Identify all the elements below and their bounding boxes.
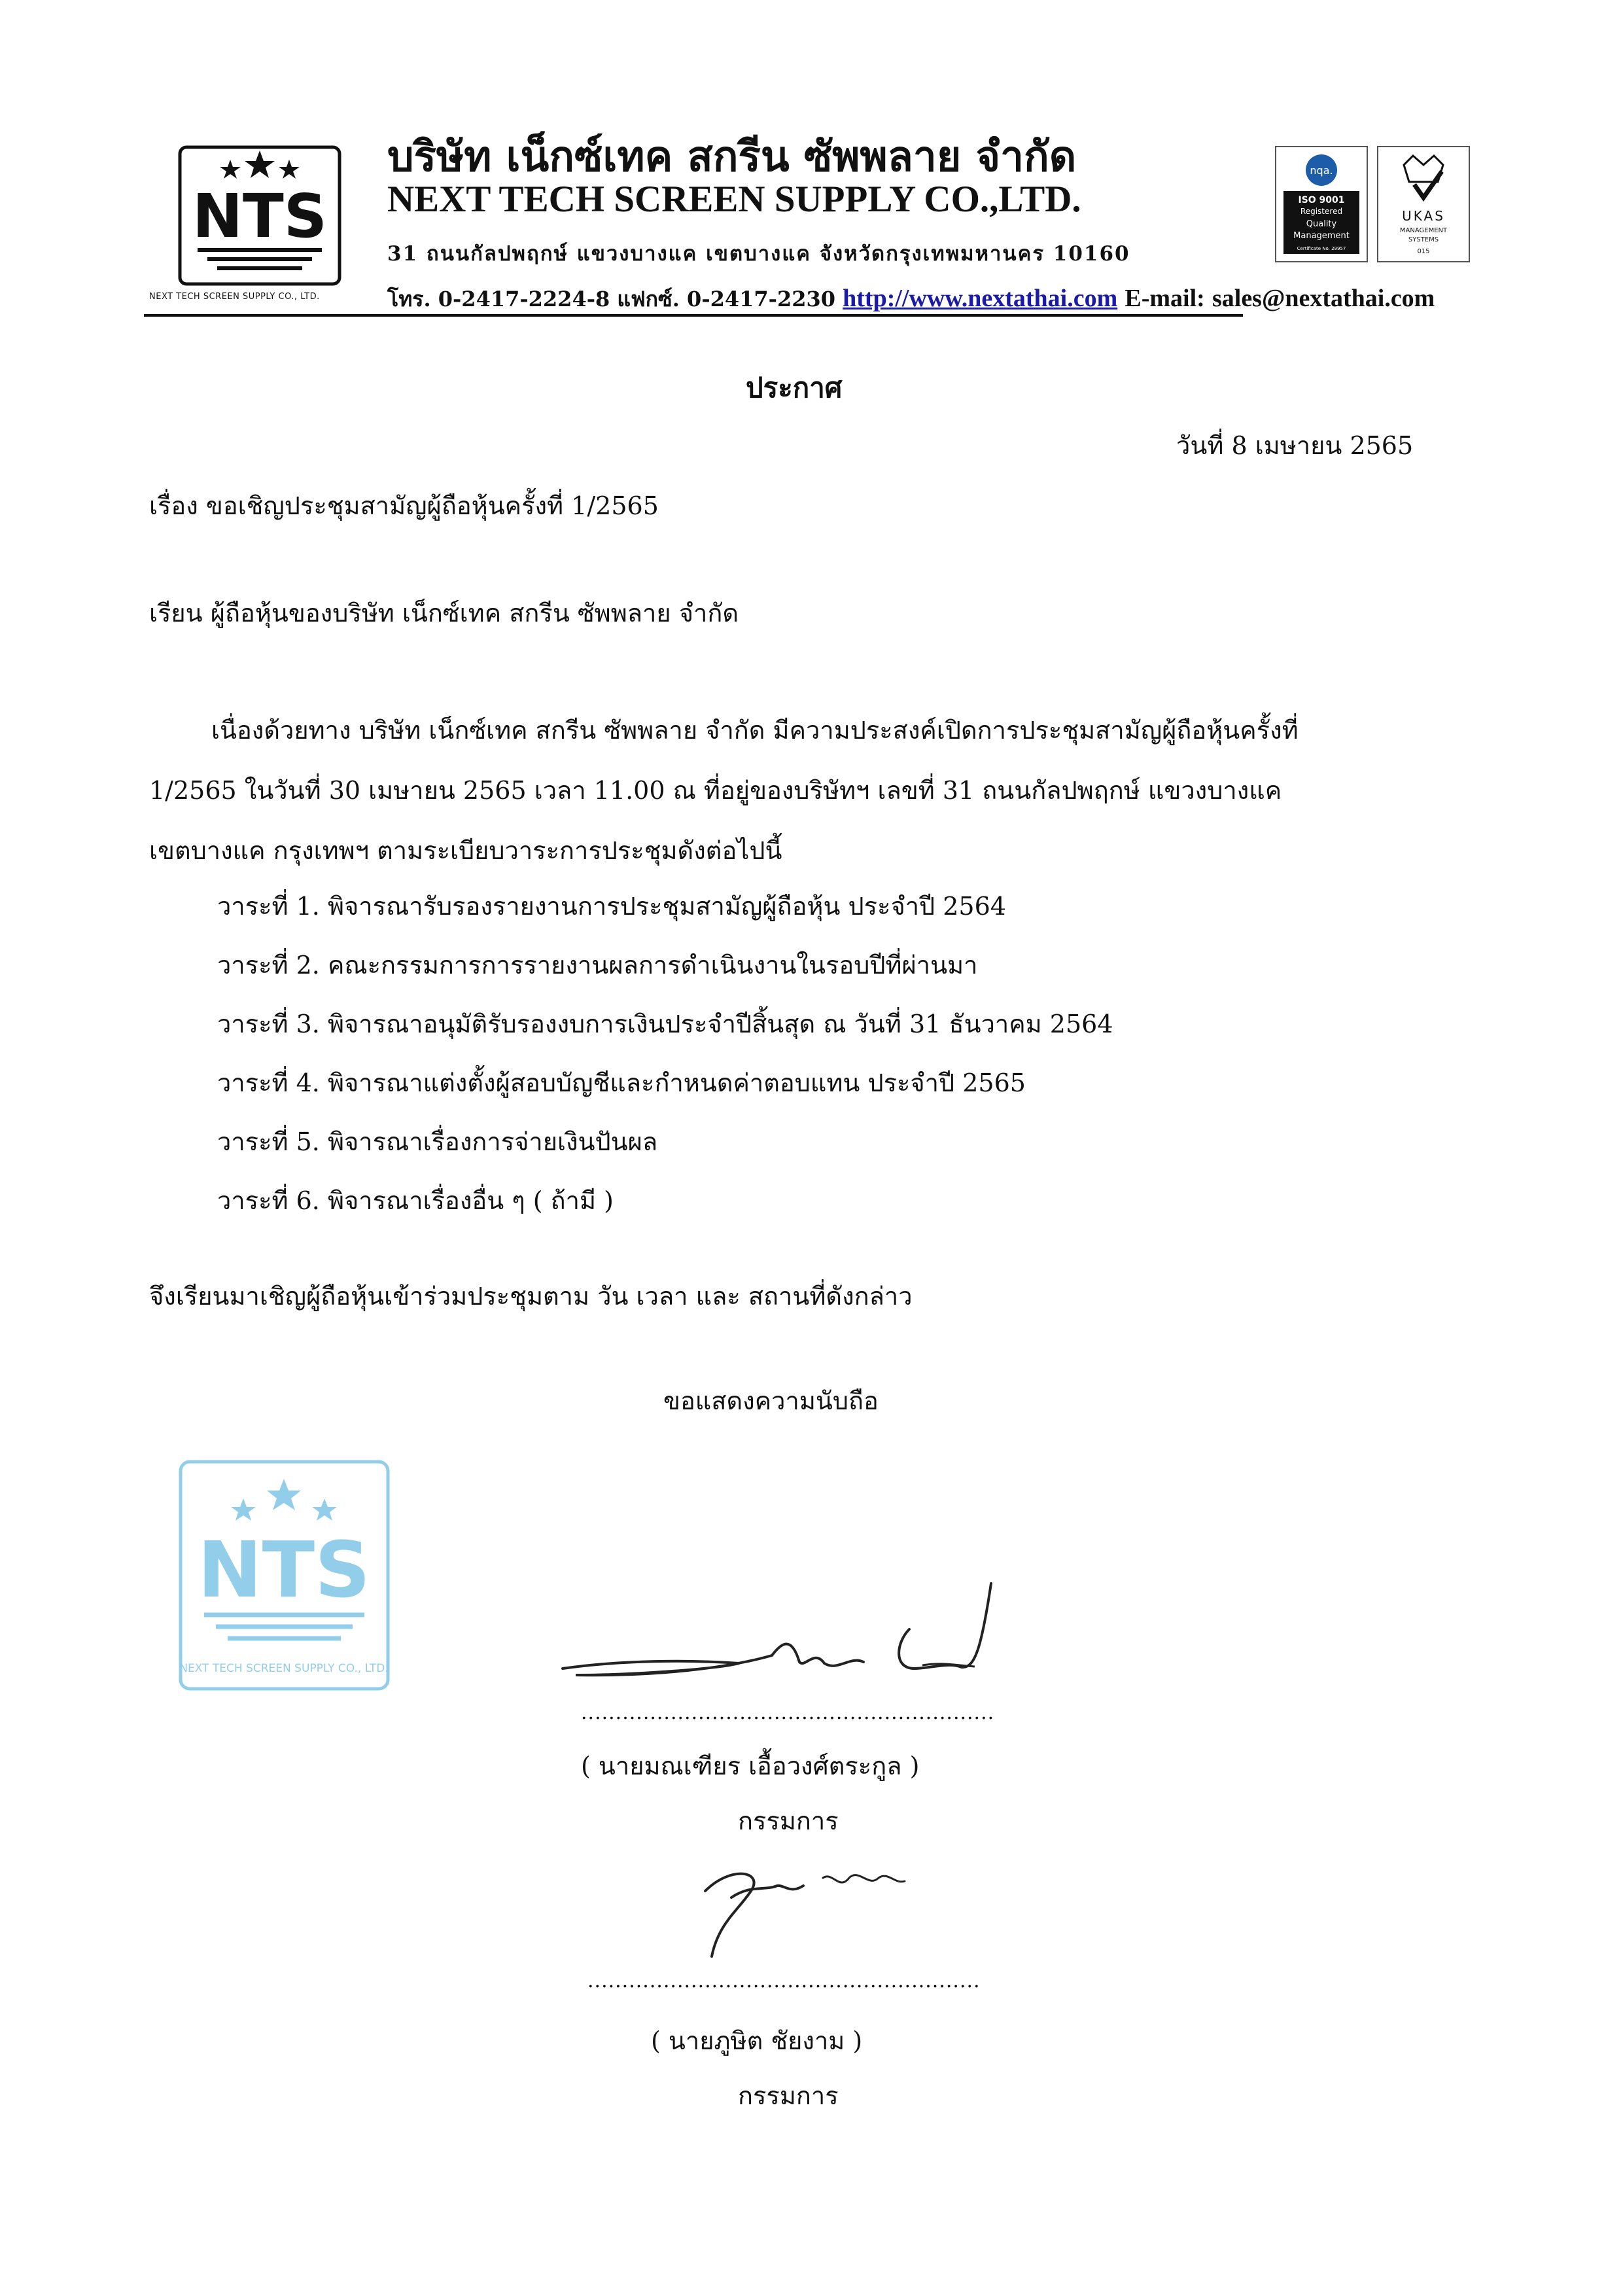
svg-text:SYSTEMS: SYSTEMS	[1408, 236, 1439, 243]
agenda-item: วาระที่ 3. พิจารณาอนุมัติรับรองงบการเงินประจำปีสิ้นสุด ณ วันที่ 31 ธันวาคม 2564	[217, 1010, 1113, 1038]
signature-line-1: ............................................................	[581, 1701, 995, 1724]
agenda-item: วาระที่ 2. คณะกรรมการการรายงานผลการดำเนินงานในรอบปีที่ผ่านมา	[217, 951, 978, 980]
header-divider	[144, 314, 1243, 317]
svg-text:015: 015	[1417, 248, 1430, 255]
certification-logos	[1274, 145, 1471, 263]
company-contact	[387, 283, 1435, 316]
company-logo	[178, 145, 341, 286]
email-label: E-mail:	[1125, 285, 1205, 312]
subject-line: เรื่อง ขอเชิญประชุมสามัญผู้ถือหุ้นครั้งที่ 1/2565	[149, 491, 659, 520]
svg-text:nqa.: nqa.	[1310, 164, 1333, 177]
svg-text:Certificate No. 29957: Certificate No. 29957	[1297, 246, 1346, 251]
signatory-name-2: ( นายภูษิต ชัยงาม )	[651, 2026, 863, 2055]
paragraph-line: 1/2565 ในวันที่ 30 เมษายน 2565 เวลา 11.00 ณ ที่อยู่ของบริษัทฯ เลขที่ 31 ถนนกัลปพฤกษ์ แขวงบางแค	[149, 776, 1282, 805]
agenda-item: วาระที่ 4. พิจารณาแต่งตั้งผู้สอบบัญชีและกำหนดค่าตอบแทน ประจำปี 2565	[217, 1069, 1026, 1097]
intro-paragraph	[149, 700, 1471, 881]
signatory-name-1: ( นายมณเฑียร เอื้อวงศ์ตระกูล )	[581, 1752, 920, 1780]
company-name-thai: บริษัท เน็กซ์เทค สกรีน ซัพพลาย จำกัด	[387, 132, 1077, 181]
svg-text:NTS: NTS	[197, 1525, 371, 1615]
svg-text:ISO 9001: ISO 9001	[1298, 195, 1345, 205]
svg-text:Management: Management	[1293, 231, 1350, 241]
signature-1	[556, 1570, 1001, 1695]
agenda-item: วาระที่ 5. พิจารณาเรื่องการจ่ายเงินปันผล	[217, 1127, 658, 1156]
company-stamp	[178, 1459, 391, 1691]
logo-caption: NEXT TECH SCREEN SUPPLY CO., LTD.	[149, 292, 320, 302]
closing-regards: ขอแสดงความนับถือ	[663, 1386, 879, 1415]
paragraph-line: เขตบางแค กรุงเทพฯ ตามระเบียบวาระการประชุมดังต่อไปนี้	[149, 836, 782, 865]
agenda-item: วาระที่ 1. พิจารณารับรองรายงานการประชุมสามัญผู้ถือหุ้น ประจำปี 2564	[217, 892, 1006, 921]
svg-text:UKAS: UKAS	[1402, 208, 1445, 224]
signatory-title-1: กรรมการ	[738, 1807, 839, 1835]
company-name-english: NEXT TECH SCREEN SUPPLY CO.,LTD.	[387, 179, 1081, 220]
signature-line-2: .........................................................	[587, 1969, 981, 1992]
svg-text:NEXT TECH SCREEN SUPPLY CO., L: NEXT TECH SCREEN SUPPLY CO., LTD.	[179, 1662, 389, 1675]
email-address[interactable]: sales@nextathai.com	[1212, 285, 1435, 312]
svg-text:Registered: Registered	[1300, 207, 1343, 216]
svg-text:Quality: Quality	[1306, 219, 1337, 229]
agenda-list	[217, 877, 1113, 1230]
svg-text:NTS: NTS	[192, 181, 328, 251]
salutation: เรียน ผู้ถือหุ้นของบริษัท เน็กซ์เทค สกรีน ซัพพลาย จำกัด	[149, 599, 739, 627]
announcement-date: วันที่ 8 เมษายน 2565	[1176, 431, 1414, 460]
agenda-item: วาระที่ 6. พิจารณาเรื่องอื่น ๆ ( ถ้ามี )	[217, 1186, 614, 1215]
phone-fax: โทร. 0-2417-2224-8 แฟกซ์. 0-2417-2230	[387, 287, 835, 311]
svg-text:MANAGEMENT: MANAGEMENT	[1399, 227, 1448, 234]
announcement-heading: ประกาศ	[746, 372, 843, 404]
website-link[interactable]: http://www.nextathai.com	[843, 285, 1118, 312]
paragraph-line: เนื่องด้วยทาง บริษัท เน็กซ์เทค สกรีน ซัพพลาย จำกัด มีความประสงค์เปิดการประชุมสามัญผู้ถือหุ้นครั้งที่	[211, 716, 1299, 745]
signature-2	[692, 1845, 915, 1963]
company-address: 31 ถนนกัลปพฤกษ์ แขวงบางแค เขตบางแค จังหวัดกรุงเทพมหานคร 10160	[387, 242, 1130, 266]
invitation-text: จึงเรียนมาเชิญผู้ถือหุ้นเข้าร่วมประชุมตาม วัน เวลา และ สถานที่ดังกล่าว	[149, 1282, 913, 1311]
signatory-title-2: กรรมการ	[738, 2081, 839, 2110]
